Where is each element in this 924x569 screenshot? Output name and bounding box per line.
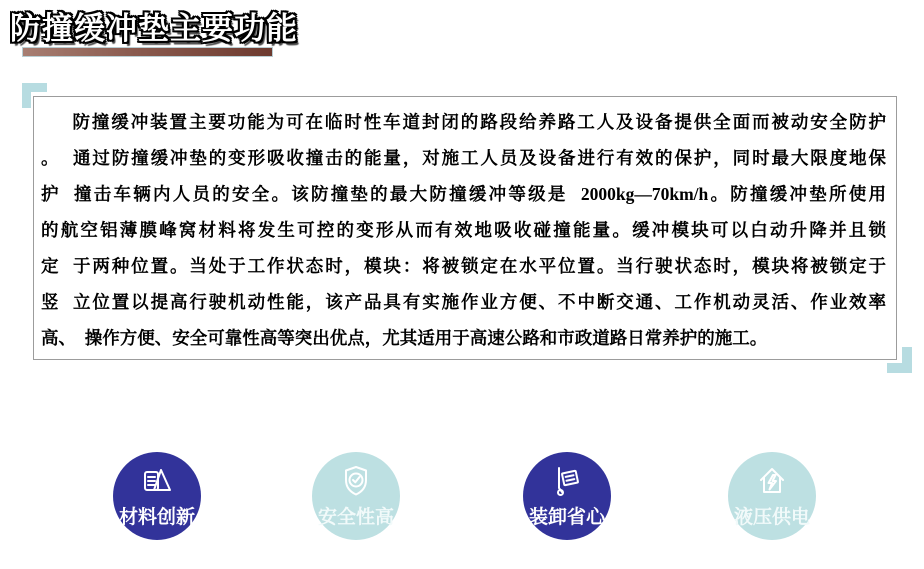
paragraph-line: 竖 立位置以提高行驶机动性能，该产品具有实施作业方便、不中断交通、工作机动灵活、作业效率 xyxy=(41,292,886,312)
feature-badge-high-safety xyxy=(312,452,400,540)
description-paragraph xyxy=(34,97,896,356)
paragraph-line: 的航空铝薄膜峰窝材料将发生可控的变形从而有效地吸收碰撞能量。缓冲模块可以白动升降并且锁 xyxy=(41,220,886,240)
hand-truck-icon xyxy=(547,461,587,501)
paragraph-line: 防撞缓冲装置主要功能为可在临时性车道封闭的路段给养路工人及设备提供全面而被动安全防护 xyxy=(41,112,887,132)
feature-label: 安全性高 xyxy=(317,507,394,528)
description-box xyxy=(33,96,897,360)
feature-badge-hydraulic-power xyxy=(728,452,816,540)
feature-label: 装卸省心 xyxy=(528,507,605,528)
feature-label: 液压供电 xyxy=(733,507,810,528)
feature-badge-easy-loading xyxy=(523,452,611,540)
paragraph-line: 定 于两种位置。当处于工作状态时，模块：将被锁定在水平位置。当行驶状态时，模块将被锁定于 xyxy=(41,256,886,276)
paragraph-line: 高、 操作方便、安全可靠性高等突出优点，尤其适用于高速公路和市政道路日常养护的施工。 xyxy=(41,328,768,348)
title-underline-bar xyxy=(22,47,273,57)
house-power-icon xyxy=(752,461,792,501)
page-title: 防撞缓冲垫主要功能 xyxy=(10,11,298,46)
materials-icon xyxy=(137,461,177,501)
paragraph-line: 。 通过防撞缓冲垫的变形吸收撞击的能量，对施工人员及设备进行有效的保护，同时最大限度地保 xyxy=(41,148,886,168)
paragraph-line: 护 撞击车辆内人员的安全。该防撞垫的最大防撞缓冲等级是 2000kg—70km/h。防撞缓冲垫所使用 xyxy=(41,184,886,204)
feature-badge-material-innovation xyxy=(113,452,201,540)
shield-check-icon xyxy=(336,461,376,501)
feature-label: 材料创新 xyxy=(118,507,195,528)
